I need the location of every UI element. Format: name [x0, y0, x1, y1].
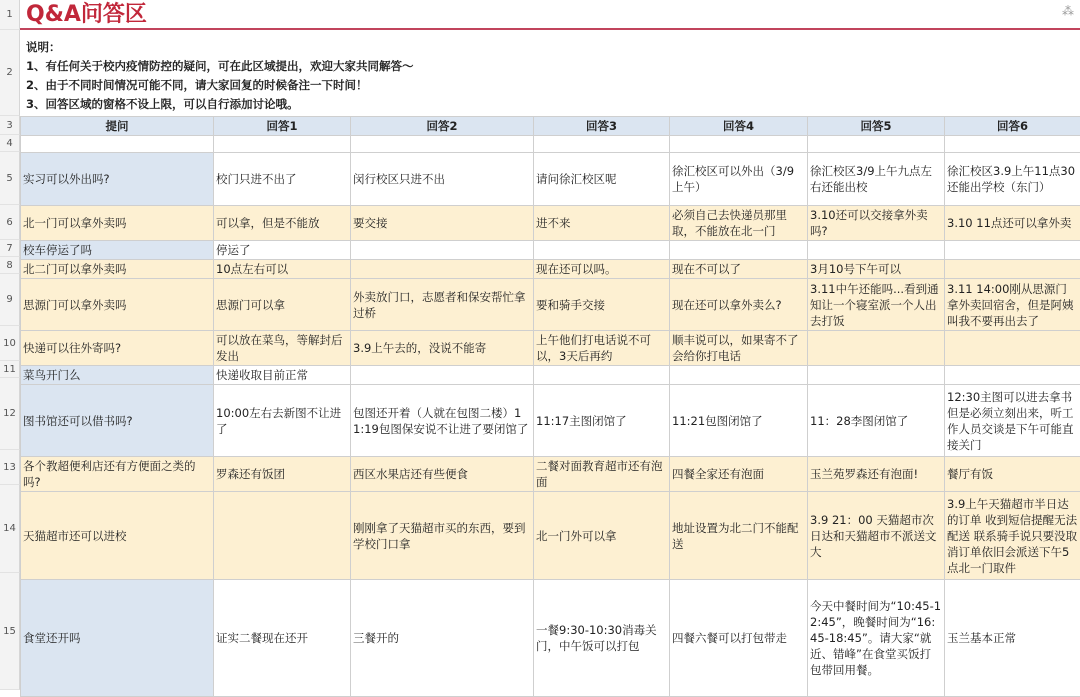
answer-cell[interactable]: 可以放在菜鸟，等解封后发出: [214, 331, 351, 366]
answer-cell[interactable]: 徐汇校区3.9上午11点30还能出学校（东门）: [945, 153, 1080, 206]
instructions[interactable]: [20, 30, 1080, 116]
answer-cell[interactable]: 二餐对面教育超市还有泡面: [534, 457, 670, 492]
answer-cell[interactable]: 餐厅有饭: [945, 457, 1080, 492]
answer-cell[interactable]: [670, 241, 808, 260]
question-cell[interactable]: 实习可以外出吗?: [21, 153, 214, 206]
header-cell[interactable]: 回答2: [351, 117, 534, 136]
table-row: [21, 580, 1080, 697]
answer-cell[interactable]: 四餐全家还有泡面: [670, 457, 808, 492]
row-number[interactable]: 11: [0, 361, 20, 378]
row-number[interactable]: 5: [0, 152, 20, 205]
answer-cell[interactable]: 徐汇校区3/9上午九点左右还能出校: [808, 153, 945, 206]
answer-cell[interactable]: [670, 366, 808, 385]
question-cell[interactable]: 北一门可以拿外卖吗: [21, 206, 214, 241]
row-number[interactable]: 9: [0, 274, 20, 326]
answer-cell[interactable]: [808, 241, 945, 260]
answer-cell[interactable]: [808, 366, 945, 385]
instructions-heading: 说明：: [26, 38, 1080, 57]
row-number[interactable]: 4: [0, 135, 20, 152]
answer-cell[interactable]: [214, 492, 351, 580]
answer-cell[interactable]: 快递收取目前正常: [214, 366, 351, 385]
instruction-line: 3、回答区域的窗格不设上限，可以自行添加讨论哦。: [26, 95, 1080, 114]
answer-cell[interactable]: 11：28李图闭馆了: [808, 385, 945, 457]
qa-table: [20, 116, 1080, 697]
table-row: [21, 385, 1080, 457]
table-row: [21, 136, 1080, 153]
answer-cell[interactable]: 玉兰苑罗森还有泡面!: [808, 457, 945, 492]
table-row: [21, 366, 1080, 385]
answer-cell[interactable]: 现在还可以拿外卖么?: [670, 279, 808, 331]
answer-cell[interactable]: 现在还可以吗。: [534, 260, 670, 279]
answer-cell[interactable]: [945, 241, 1080, 260]
answer-cell[interactable]: 10点左右可以: [214, 260, 351, 279]
sheet-title: Q&A问答区: [26, 1, 147, 29]
answer-cell[interactable]: 12:30主图可以进去拿书但是必须立刻出来，听工作人员交谈是下午可能直接关门: [945, 385, 1080, 457]
answer-cell[interactable]: 3.9上午去的，没说不能寄: [351, 331, 534, 366]
answer-cell[interactable]: 要和骑手交接: [534, 279, 670, 331]
answer-cell[interactable]: 西区水果店还有些便食: [351, 457, 534, 492]
header-cell[interactable]: 回答4: [670, 117, 808, 136]
row-number[interactable]: 7: [0, 240, 20, 257]
answer-cell[interactable]: 3.10 11点还可以拿外卖: [945, 206, 1080, 241]
cell[interactable]: [214, 136, 351, 153]
row-number[interactable]: 2: [0, 30, 20, 116]
table-row: [21, 260, 1080, 279]
answer-cell[interactable]: [945, 331, 1080, 366]
row-number[interactable]: 10: [0, 326, 20, 361]
row-number[interactable]: 15: [0, 573, 20, 690]
question-cell[interactable]: 天猫超市还可以进校: [21, 492, 214, 580]
answer-cell[interactable]: 证实二餐现在还开: [214, 580, 351, 697]
answer-cell[interactable]: 徐汇校区可以外出（3/9上午）: [670, 153, 808, 206]
row-number[interactable]: 3: [0, 116, 20, 135]
answer-cell[interactable]: 3月10号下午可以: [808, 260, 945, 279]
answer-cell[interactable]: 一餐9:30-10:30消毒关门，中午饭可以打包: [534, 580, 670, 697]
header-row: [21, 117, 1080, 136]
answer-cell[interactable]: [351, 366, 534, 385]
answer-cell[interactable]: 北一门外可以拿: [534, 492, 670, 580]
question-cell[interactable]: 食堂还开吗: [21, 580, 214, 697]
answer-cell[interactable]: 玉兰基本正常: [945, 580, 1080, 697]
question-cell[interactable]: 北二门可以拿外卖吗: [21, 260, 214, 279]
answer-cell[interactable]: 3.9上午天猫超市半日达的订单 收到短信提醒无法配送 联系骑手说只要没取消订单依旧会派送下午5点北一门取件: [945, 492, 1080, 580]
table-row: [21, 241, 1080, 260]
cell[interactable]: [21, 136, 214, 153]
answer-cell[interactable]: 3.9 21：00 天猫超市次日达和天猫超市不派送文大: [808, 492, 945, 580]
answer-cell[interactable]: 地址设置为北二门不能配送: [670, 492, 808, 580]
answer-cell[interactable]: 可以拿，但是不能放: [214, 206, 351, 241]
answer-cell[interactable]: [808, 331, 945, 366]
answer-cell[interactable]: 刚刚拿了天猫超市买的东西，要到学校门口拿: [351, 492, 534, 580]
filter-icon[interactable]: ⁂: [1062, 4, 1074, 18]
answer-cell[interactable]: 四餐六餐可以打包带走: [670, 580, 808, 697]
table-row: [21, 153, 1080, 206]
answer-cell[interactable]: 10:00左右去新图不让进了: [214, 385, 351, 457]
answer-cell[interactable]: 请问徐汇校区呢: [534, 153, 670, 206]
question-cell[interactable]: 各个教超便利店还有方便面之类的吗?: [21, 457, 214, 492]
answer-cell[interactable]: [534, 366, 670, 385]
answer-cell[interactable]: 3.10还可以交接拿外卖吗?: [808, 206, 945, 241]
table-row: [21, 457, 1080, 492]
question-cell[interactable]: 菜鸟开门么: [21, 366, 214, 385]
cell[interactable]: [808, 136, 945, 153]
answer-cell[interactable]: 3.11 14:00刚从思源门拿外卖回宿舍，但是阿姨叫我不要再出去了: [945, 279, 1080, 331]
answer-cell[interactable]: [945, 260, 1080, 279]
answer-cell[interactable]: 3.11中午还能吗...看到通知让一个寝室派一个人出去打饭: [808, 279, 945, 331]
table-row: [21, 331, 1080, 366]
answer-cell[interactable]: 停运了: [214, 241, 351, 260]
answer-cell[interactable]: [351, 241, 534, 260]
row-number[interactable]: 6: [0, 205, 20, 240]
row-number[interactable]: 12: [0, 378, 20, 450]
answer-cell[interactable]: 11:17主图闭馆了: [534, 385, 670, 457]
answer-cell[interactable]: 必须自己去快递员那里取，不能放在北一门: [670, 206, 808, 241]
header-cell[interactable]: 回答3: [534, 117, 670, 136]
answer-cell[interactable]: 今天中餐时间为“10:45-12:45”，晚餐时间为“16:45-18:45”。请大家“就近、错峰”在食堂买饭打包带回用餐。: [808, 580, 945, 697]
question-cell[interactable]: 思源门可以拿外卖吗: [21, 279, 214, 331]
answer-cell[interactable]: 三餐开的: [351, 580, 534, 697]
answer-cell[interactable]: [945, 366, 1080, 385]
cell[interactable]: [534, 136, 670, 153]
answer-cell[interactable]: 思源门可以拿: [214, 279, 351, 331]
header-cell[interactable]: 回答5: [808, 117, 945, 136]
answer-cell[interactable]: 包图还开着（人就在包图二楼）11:19包图保安说不让进了要闭馆了: [351, 385, 534, 457]
answer-cell[interactable]: 罗森还有饭团: [214, 457, 351, 492]
title-row[interactable]: [20, 0, 1080, 30]
header-cell[interactable]: 回答6: [945, 117, 1080, 136]
header-cell[interactable]: 提问: [21, 117, 214, 136]
question-cell[interactable]: 快递可以往外寄吗?: [21, 331, 214, 366]
cell[interactable]: [945, 136, 1080, 153]
answer-cell[interactable]: [351, 260, 534, 279]
row-number[interactable]: 14: [0, 485, 20, 573]
answer-cell[interactable]: 要交接: [351, 206, 534, 241]
question-cell[interactable]: 校车停运了吗: [21, 241, 214, 260]
header-cell[interactable]: 回答1: [214, 117, 351, 136]
row-number[interactable]: 13: [0, 450, 20, 485]
table-row: [21, 279, 1080, 331]
answer-cell[interactable]: 上午他们打电话说不可以，3天后再约: [534, 331, 670, 366]
answer-cell[interactable]: 顺丰说可以，如果寄不了会给你打电话: [670, 331, 808, 366]
table-row: [21, 492, 1080, 580]
answer-cell[interactable]: 外卖放门口，志愿者和保安帮忙拿过桥: [351, 279, 534, 331]
cell[interactable]: [351, 136, 534, 153]
table-row: [21, 206, 1080, 241]
row-number[interactable]: 8: [0, 257, 20, 274]
answer-cell[interactable]: 进不来: [534, 206, 670, 241]
answer-cell[interactable]: [534, 241, 670, 260]
answer-cell[interactable]: 闵行校区只进不出: [351, 153, 534, 206]
question-cell[interactable]: 图书馆还可以借书吗?: [21, 385, 214, 457]
cell[interactable]: [670, 136, 808, 153]
instruction-line: 2、由于不同时间情况可能不同，请大家回复的时候备注一下时间！: [26, 76, 1080, 95]
answer-cell[interactable]: 校门只进不出了: [214, 153, 351, 206]
row-number[interactable]: 1: [0, 0, 20, 30]
answer-cell[interactable]: 现在不可以了: [670, 260, 808, 279]
answer-cell[interactable]: 11:21包图闭馆了: [670, 385, 808, 457]
instruction-line: 1、有任何关于校内疫情防控的疑问，可在此区域提出，欢迎大家共同解答～: [26, 57, 1080, 76]
